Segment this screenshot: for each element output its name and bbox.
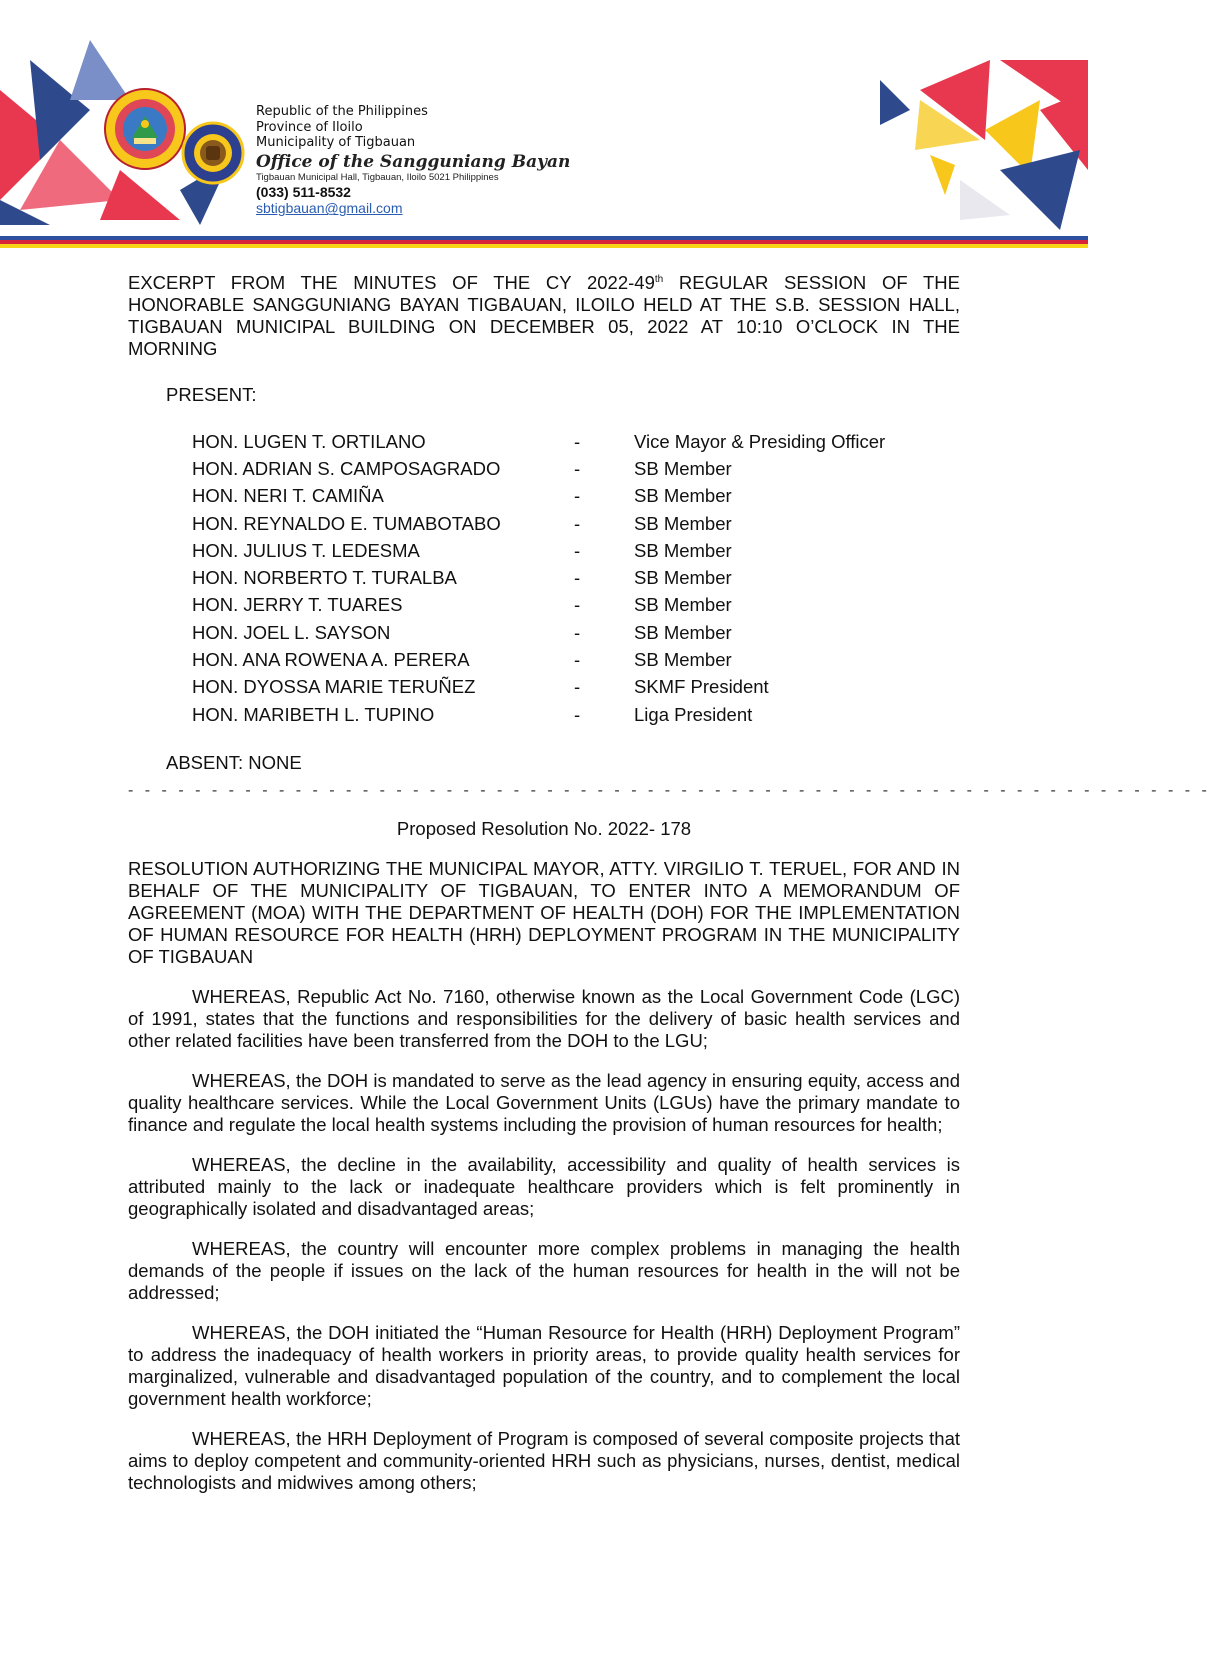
whereas-paragraph: WHEREAS, the decline in the availability, accessibility and quality of health services is attributed mainly to the lack or inadequate healthcare providers which is felt prominently in geographically isolated and disadvantaged areas;: [128, 1154, 960, 1220]
attendee-row: [192, 537, 892, 564]
resolution-number: Proposed Resolution No. 2022- 178: [396, 818, 692, 840]
letterhead-office: Office of the Sangguniang Bayan: [256, 151, 571, 172]
letterhead-header: [0, 0, 1088, 260]
minutes-excerpt-heading: [128, 272, 960, 360]
attendee-list: [192, 428, 892, 728]
letterhead-country: Republic of the Philippines: [256, 104, 428, 119]
letterhead-address: Tigbauan Municipal Hall, Tigbauan, Iloilo 5021 Philippines: [256, 172, 499, 184]
sangguniang-bayan-seal-logo: [182, 122, 244, 184]
stripe-yellow: [0, 244, 1088, 248]
letterhead-text: [256, 104, 570, 217]
attendee-name: HON. DYOSSA MARIE TERUÑEZ: [192, 676, 476, 698]
attendee-role: SB Member: [634, 594, 732, 616]
letterhead-email-link[interactable]: sbtigbauan@gmail.com: [256, 200, 403, 217]
attendee-row: [192, 483, 892, 510]
attendee-dash: -: [574, 649, 581, 671]
attendee-dash: -: [574, 594, 581, 616]
attendee-role: SB Member: [634, 649, 732, 671]
deco-triangle: [1000, 150, 1080, 230]
attendee-name: HON. LUGEN T. ORTILANO: [192, 430, 426, 452]
resolution-title: RESOLUTION AUTHORIZING THE MUNICIPAL MAYOR, ATTY. VIRGILIO T. TERUEL, FOR AND IN BEHALF OF THE MUNICIPALITY OF TIGBAUAN, TO ENTER INTO A MEMORANDUM OF AGREEMENT (MOA) WITH THE DEPARTMENT OF HEALTH (DOH) FOR THE IMPLEMENTATION OF HUMAN RESOURCE FOR HEALTH (HRH) DEPLOYMENT PROGRAM IN THE MUNICIPALITY OF TIGBAUAN: [128, 858, 960, 968]
attendee-name: HON. JULIUS T. LEDESMA: [192, 539, 420, 561]
attendee-row: [192, 701, 892, 728]
letterhead-province: Province of Iloilo: [256, 119, 363, 135]
attendee-name: HON. MARIBETH L. TUPINO: [192, 703, 435, 725]
attendee-row: [192, 510, 892, 537]
attendee-name: HON. JOEL L. SAYSON: [192, 621, 391, 643]
present-label: PRESENT:: [166, 384, 257, 405]
attendee-row: [192, 428, 892, 455]
municipal-seal-logo: [104, 88, 186, 170]
attendee-row: [192, 455, 892, 482]
attendee-dash: -: [574, 703, 581, 725]
attendee-role: SB Member: [634, 512, 732, 534]
attendee-row: [192, 564, 892, 591]
attendee-row: [192, 619, 892, 646]
attendee-row: [192, 592, 892, 619]
attendee-role: SB Member: [634, 457, 732, 479]
attendee-dash: -: [574, 457, 581, 479]
attendee-role: SB Member: [634, 539, 732, 561]
attendee-name: HON. JERRY T. TUARES: [192, 594, 403, 616]
attendee-dash: -: [574, 485, 581, 507]
attendee-role: SB Member: [634, 485, 732, 507]
attendee-row: [192, 646, 892, 673]
attendee-dash: -: [574, 539, 581, 561]
letterhead-phone: (033) 511-8532: [256, 183, 351, 200]
attendee-dash: -: [574, 567, 581, 589]
deco-triangle: [880, 80, 910, 125]
excerpt-ordinal: th: [654, 273, 664, 285]
document-body: [128, 272, 1210, 1494]
letterhead-municipality: Municipality of Tigbauan: [256, 135, 416, 151]
deco-triangle: [100, 170, 180, 220]
attendee-name: HON. REYNALDO E. TUMABOTABO: [192, 512, 501, 534]
attendee-role: Vice Mayor & Presiding Officer: [634, 430, 886, 452]
deco-triangle: [930, 155, 955, 195]
attendee-role: SB Member: [634, 621, 732, 643]
whereas-paragraph: WHEREAS, Republic Act No. 7160, otherwise known as the Local Government Code (LGC) of 1991, states that the functions and responsibilities for the delivery of basic health services and other related facilities have been transferred from the DOH to the LGU;: [128, 986, 960, 1052]
attendee-name: HON. NORBERTO T. TURALBA: [192, 567, 457, 589]
attendee-dash: -: [574, 676, 581, 698]
attendee-dash: -: [574, 621, 581, 643]
whereas-paragraph: WHEREAS, the DOH initiated the “Human Resource for Health (HRH) Deployment Program” to address the inadequacy of health workers in priority areas, to provide quality health services for marginalized, vulnerable and disadvantaged population of the country, and to complement the local government health workforce;: [128, 1322, 960, 1410]
header-stripes: [0, 236, 1088, 248]
excerpt-text-end: REGULAR SESSION OF THE HONORABLE SANGGUNIANG BAYAN TIGBAUAN, ILOILO HELD AT THE S.B. SESSION HALL, TIGBAUAN MUNICIPAL BUILDING ON DECEMBER 05, 2022 AT 10:10 O’CLOCK IN THE MORNING: [128, 272, 960, 359]
attendee-role: SKMF President: [634, 676, 769, 698]
absent-label: ABSENT: NONE: [166, 752, 302, 774]
whereas-paragraph: WHEREAS, the DOH is mandated to serve as the lead agency in ensuring equity, access and quality healthcare services. While the Local Government Units (LGUs) have the primary mandate to finance and regulate the local health systems including the provision of human resources for health;: [128, 1070, 960, 1136]
dashed-separator: - - - - - - - - - - - - - - - - - - - - - - - - - - - - - - - - - - - - - - - - - - - - - - - - - - - - - - - - - - - - - - - - -: [128, 782, 1210, 800]
attendee-role: SB Member: [634, 567, 732, 589]
deco-triangle: [960, 180, 1010, 220]
whereas-paragraph: WHEREAS, the country will encounter more complex problems in managing the health demands of the people if issues on the lack of the human resources for health in the will not be addressed;: [128, 1238, 960, 1304]
attendee-name: HON. ADRIAN S. CAMPOSAGRADO: [192, 457, 501, 479]
excerpt-text-start: EXCERPT FROM THE MINUTES OF THE CY 2022-49: [128, 272, 655, 293]
attendee-name: HON. NERI T. CAMIÑA: [192, 485, 384, 507]
attendee-dash: -: [574, 430, 581, 452]
whereas-clauses: [128, 986, 960, 1494]
attendee-role: Liga President: [634, 703, 753, 725]
attendee-row: [192, 674, 892, 701]
attendee-dash: -: [574, 512, 581, 534]
attendee-name: HON. ANA ROWENA A. PERERA: [192, 649, 470, 671]
whereas-paragraph: WHEREAS, the HRH Deployment of Program is composed of several composite projects that aims to deploy competent and community-oriented HRH such as physicians, nurses, dentist, medical technologists and midwives among others;: [128, 1428, 960, 1494]
